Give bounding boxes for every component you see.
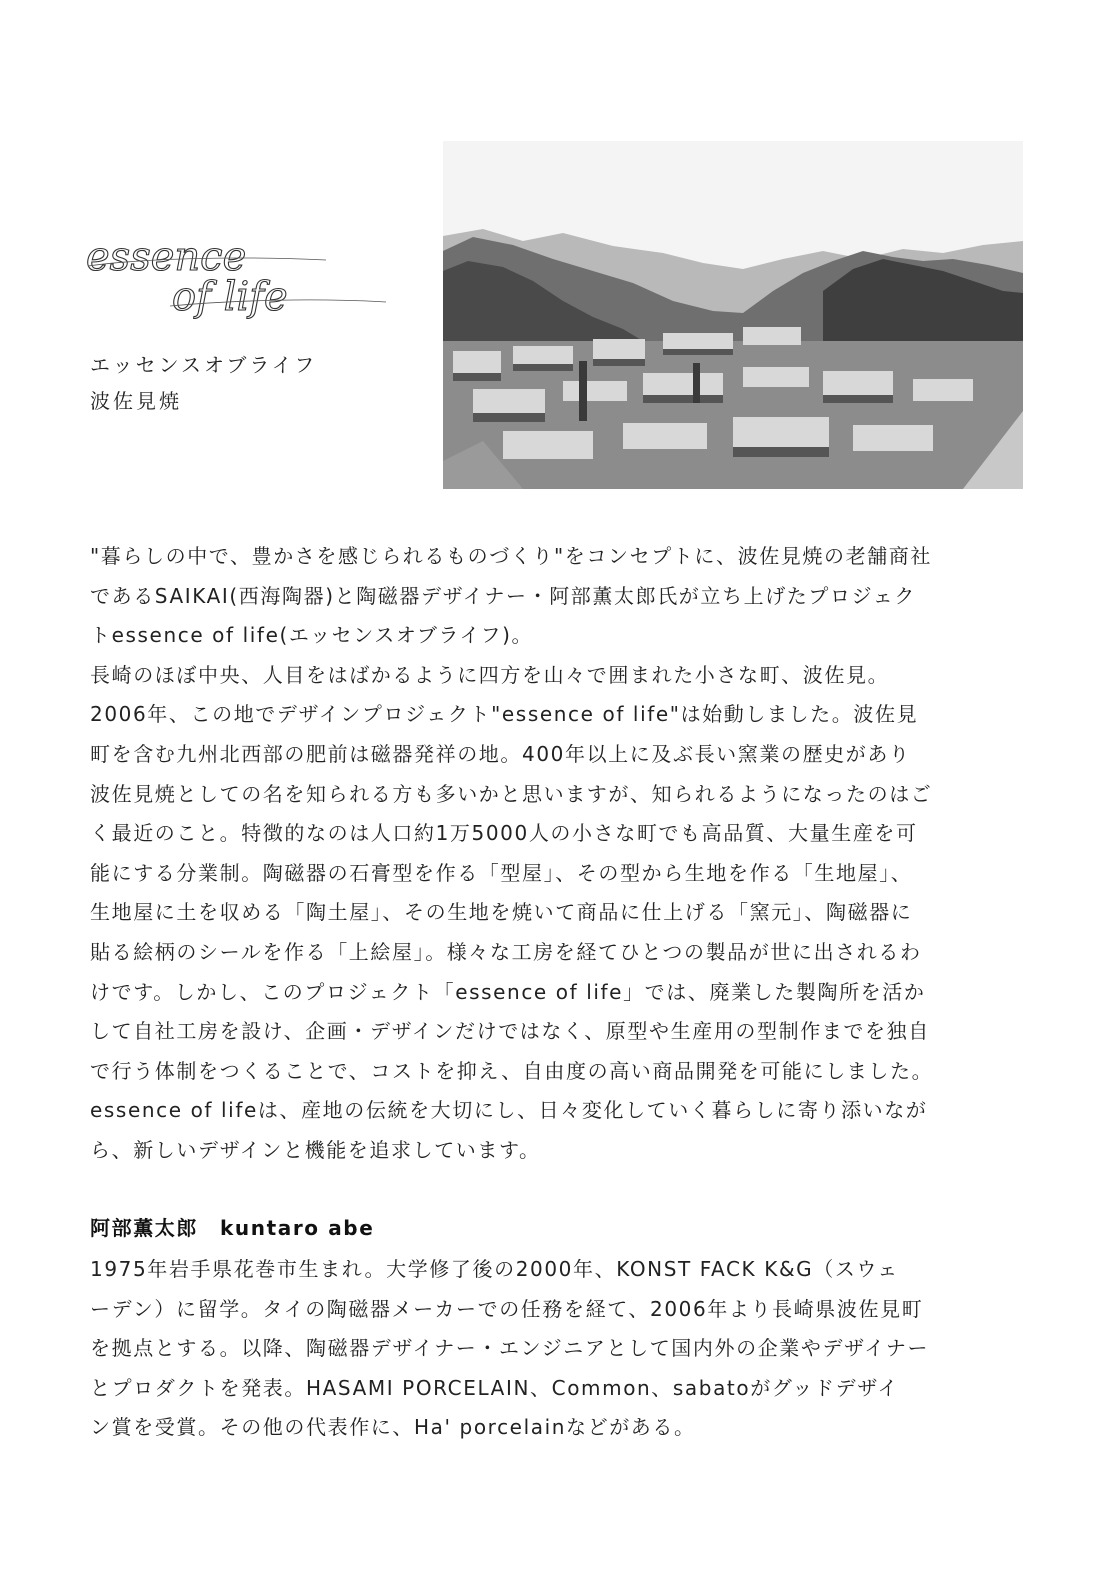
description-line: 長崎のほぼ中央、人目をはばかるように四方を山々で囲まれた小さな町、波佐見。 [90,662,890,687]
subtitle-katakana: エッセンスオブライフ [90,353,318,377]
bio-line: ーデン）に留学。タイの陶磁器メーカーでの任務を経て、2006年より長崎県波佐見町 [90,1296,924,1321]
description-line: essence of lifeは、産地の伝統を大切にし、日々変化していく暮らしに寄り添いなが [90,1098,928,1123]
description-line: ら、新しいデザインと機能を追求しています。 [90,1137,541,1162]
author-name-en: kuntaro abe [220,1216,375,1240]
logo-line-2: of life [172,274,288,320]
description-line: 生地屋に土を収める「陶土屋」、その生地を焼いて商品に仕上げる「窯元」、陶磁器に [90,900,913,925]
project-description [90,537,1035,1171]
description-line: であるSAIKAI(西海陶器)と陶磁器デザイナー・阿部薫太郎氏が立ち上げたプロジェク [90,583,916,608]
description-line: して自社工房を設け、企画・デザインだけではなく、原型や生産用の型制作までを独自 [90,1019,930,1044]
author-bio [90,1250,1035,1448]
script-logo-icon [86,236,396,326]
subtitle-kanji: 波佐見焼 [90,389,182,413]
description-line: 貼る絵柄のシールを作る「上絵屋」。様々な工房を経てひとつの製品が世に出されるわ [90,939,922,964]
description-line: 町を含む九州北西部の肥前は磁器発祥の地。400年以上に及ぶ長い窯業の歴史があり [90,741,911,766]
bio-line: を拠点とする。以降、陶磁器デザイナー・エンジニアとして国内外の企業やデザイナー [90,1336,930,1361]
subtitle [90,347,317,419]
landscape-photo [443,141,1023,489]
author-heading [90,1212,374,1241]
description-line: 波佐見焼としての名を知られる方も多いかと思いますが、知られるようになったのはご [90,781,933,806]
description-line: く最近のこと。特徴的なのは人口約1万5000人の小さな町でも高品質、大量生産を可 [90,821,918,846]
bio-line: 1975年岩手県花巻市生まれ。大学修了後の2000年、KONST FACK K&G（スウェ [90,1257,899,1281]
description-line: 2006年、この地でデザインプロジェクト"essence of life"は始動しました。波佐見 [90,702,919,727]
description-line: 能にする分業制。陶磁器の石膏型を作る「型屋」、その型から生地を作る「生地屋」、 [90,860,913,885]
description-line: けです。しかし、このプロジェクト「essence of life」では、廃業した製陶所を活か [90,979,926,1004]
bio-line: とプロダクトを発表。HASAMI PORCELAIN、Common、sabatoがグッドデザイ [90,1375,900,1400]
logo-line-1: essence [86,236,247,280]
description-line: "暮らしの中で、豊かさを感じられるものづくり"をコンセプトに、波佐見焼の老舗商社 [90,544,932,568]
script-logo [86,236,396,326]
description-line: トessence of life(エッセンスオブライフ)。 [90,623,534,648]
description-line: で行う体制をつくることで、コストを抑え、自由度の高い商品開発を可能にしました。 [90,1058,934,1083]
hasami-village-landscape-photo [443,141,1023,489]
bio-line: ン賞を受賞。その他の代表作に、Ha' porcelainなどがある。 [90,1415,696,1440]
author-name-ja: 阿部薫太郎 [90,1216,198,1240]
